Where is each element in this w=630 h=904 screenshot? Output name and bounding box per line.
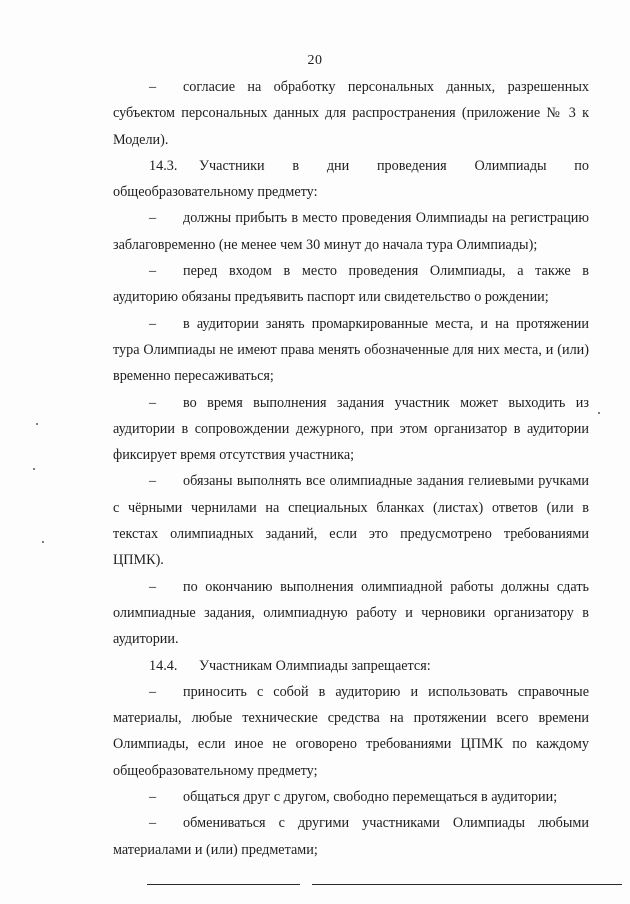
clause-number: 14.4. [149, 657, 178, 674]
list-item-documents [113, 258, 589, 311]
list-dash: – [149, 683, 157, 700]
paragraph-text: согласие на обработку персональных данных, разрешенных субъектом персональных данных для распространения (приложение № 3 к Модели). [113, 79, 589, 148]
list-item-leaving-room [113, 390, 589, 469]
list-item-gel-pens [113, 468, 589, 573]
list-dash: – [149, 815, 157, 832]
footer-rule-gap [300, 882, 312, 886]
list-dash: – [149, 79, 157, 95]
list-item-hand-in-work [113, 574, 589, 653]
list-dash: – [149, 578, 157, 595]
paragraph-text: в аудитории занять промаркированные места, и на протяжении тура Олимпиады не имеют права менять обозначенные для них места, и (или) временно пересаживаться; [113, 315, 589, 385]
scan-speck [33, 468, 35, 470]
paragraph-text: во время выполнения задания участник может выходить из аудитории в сопровождении дежурного, при этом организатор в аудитории фиксирует время отсутствия участника; [113, 394, 589, 464]
scan-speck [36, 423, 38, 425]
list-item-exchange [113, 810, 589, 863]
list-dash: – [149, 789, 157, 806]
document-body [113, 74, 589, 863]
list-item-consent [113, 74, 589, 153]
clause-14-4 [113, 653, 589, 679]
paragraph-text: обязаны выполнять все олимпиадные задания гелиевыми ручками с чёрными чернилами на специальных бланках (листах) ответов (или в текстах олимпиадных заданий, если это предусмотрено требованиями ЦПМК). [113, 473, 589, 569]
footer-rule [147, 884, 622, 885]
clause-number: 14.3. [149, 157, 178, 174]
paragraph-text: перед входом в место проведения Олимпиады, а также в аудиторию обязаны предъявить паспорт или свидетельство о рождении; [113, 263, 589, 306]
scan-speck [42, 541, 44, 543]
paragraph-text: Участники в дни проведения Олимпиады по общеобразовательному предмету: [113, 157, 589, 201]
clause-14-3 [113, 153, 589, 206]
scan-speck [598, 412, 600, 414]
list-dash: – [149, 210, 157, 227]
paragraph-text: по окончанию выполнения олимпиадной работы должны сдать олимпиадные задания, олимпиадную работу и черновики организатору в аудитории. [113, 578, 589, 648]
list-item-communication [113, 784, 589, 810]
paragraph-text: приносить с собой в аудиторию и использовать справочные материалы, любые технические средства на протяжении всего времени Олимпиады, если иное не оговорено требованиями ЦПМК по каждому общеобразовательному предмету; [113, 683, 589, 779]
list-dash: – [149, 394, 157, 411]
paragraph-text: общаться друг с другом, свободно перемещаться в аудитории; [183, 789, 558, 806]
paragraph-text: обмениваться с другими участниками Олимпиады любыми материалами и (или) предметами; [113, 815, 589, 858]
list-item-reference-materials [113, 679, 589, 784]
list-item-seating [113, 311, 589, 390]
list-dash: – [149, 473, 157, 490]
list-dash: – [149, 315, 157, 332]
paragraph-text: должны прибыть в место проведения Олимпиады на регистрацию заблаговременно (не менее чем 30 минут до начала тура Олимпиады); [113, 210, 589, 253]
page-number: 20 [307, 53, 323, 68]
list-item-arrival [113, 205, 589, 258]
list-dash: – [149, 263, 157, 280]
paragraph-text: Участникам Олимпиады запрещается: [199, 657, 431, 674]
